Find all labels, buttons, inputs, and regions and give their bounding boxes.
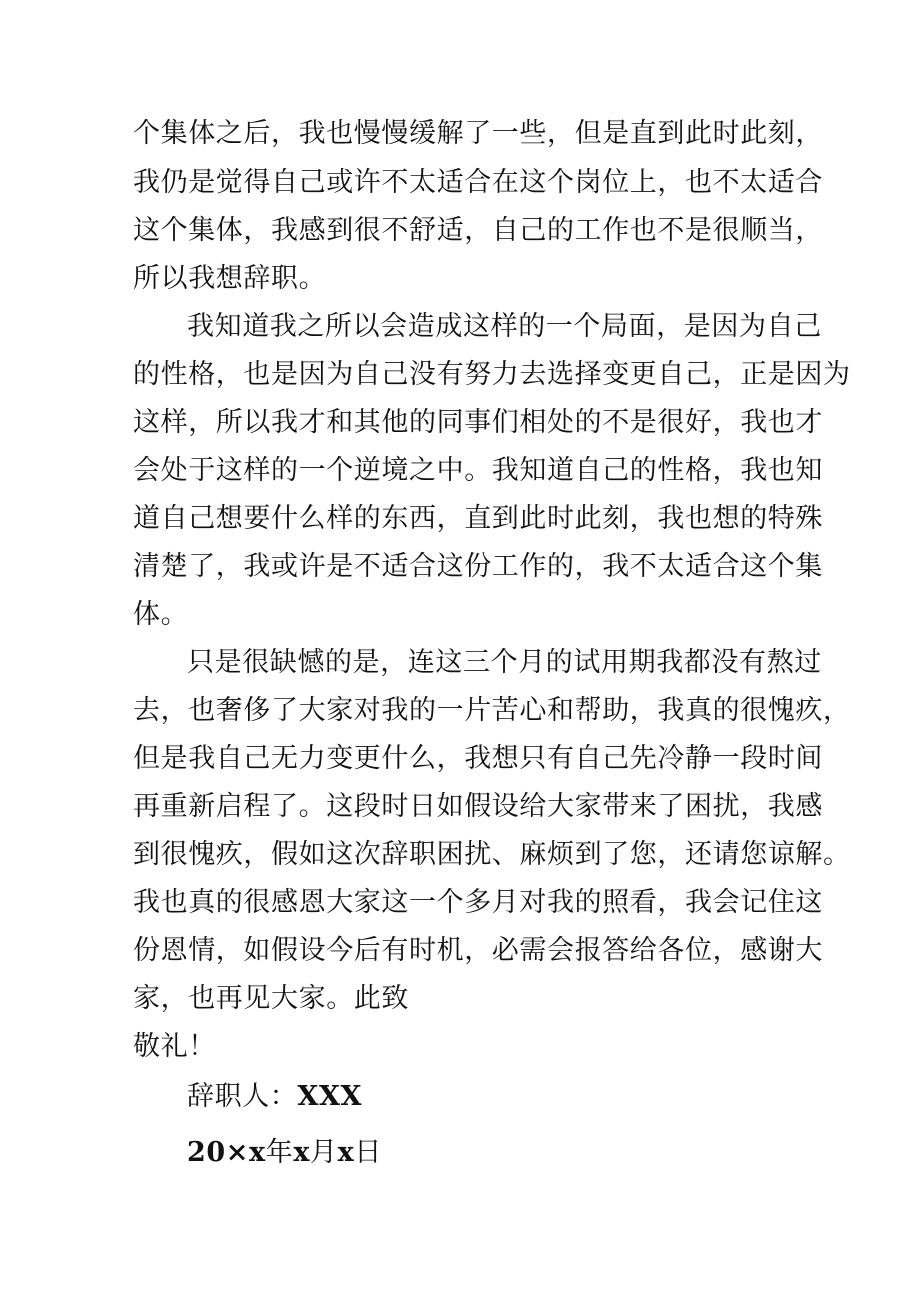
paragraph-3-line-3: 但是我自己无力变更什么，我想只有自己先冷静一段时间 (133, 743, 823, 774)
date (187, 1136, 382, 1170)
paragraph-3-line-1: 只是很缺憾的是，连这三个月的试用期我都没有熬过 (187, 647, 822, 678)
paragraph-2-line-5: 道自己想要什么样的东西，直到此时此刻，我也想的特殊 (133, 503, 823, 534)
paragraph-3-line-4: 再重新启程了。这段时日如假设给大家带来了困扰，我感 (133, 791, 823, 822)
date-month-unit: 月 (310, 1137, 338, 1168)
paragraph-3-line-7: 份恩情，如假设今后有时机，必需会报答给各位，感谢大 (133, 935, 823, 966)
signature (187, 1080, 362, 1114)
paragraph-1-line-3: 这个集体，我感到很不舒适，自己的工作也不是很顺当， (133, 215, 823, 246)
date-month: x (293, 1137, 311, 1168)
salute: 敬礼！ (133, 1031, 216, 1062)
paragraph-2-line-6: 清楚了，我或许是不适合这份工作的，我不太适合这个集 (133, 551, 823, 582)
date-year-unit: 年 (265, 1137, 294, 1168)
paragraph-2-line-7: 体。 (133, 599, 189, 630)
date-day-unit: 日 (354, 1137, 382, 1168)
date-year: 20×x (187, 1137, 266, 1168)
signature-label: 辞职人： (187, 1081, 298, 1112)
paragraph-3-line-5: 到很愧疚，假如这次辞职困扰、麻烦到了您，还请您谅解。 (133, 839, 851, 870)
date-day: x (337, 1137, 355, 1168)
paragraph-2-line-2: 的性格，也是因为自己没有努力去选择变更自己，正是因为 (133, 359, 851, 390)
paragraph-2-line-4: 会处于这样的一个逆境之中。我知道自己的性格，我也知 (133, 455, 823, 486)
paragraph-1-line-1: 个集体之后，我也慢慢缓解了一些，但是直到此时此刻， (133, 118, 823, 149)
paragraph-3-line-8: 家，也再见大家。此致 (133, 983, 409, 1014)
paragraph-1-line-2: 我仍是觉得自己或许不太适合在这个岗位上，也不太适合 (133, 167, 823, 198)
paragraph-2-line-1: 我知道我之所以会造成这样的一个局面，是因为自己 (187, 311, 822, 342)
paragraph-1-line-4: 所以我想辞职。 (133, 263, 327, 294)
paragraph-3-line-2: 去，也奢侈了大家对我的一片苦心和帮助，我真的很愧疚， (133, 695, 851, 726)
paragraph-3-line-6: 我也真的很感恩大家这一个多月对我的照看，我会记住这 (133, 887, 823, 918)
signature-name: XXX (297, 1081, 363, 1112)
paragraph-2-line-3: 这样，所以我才和其他的同事们相处的不是很好，我也才 (133, 407, 823, 438)
